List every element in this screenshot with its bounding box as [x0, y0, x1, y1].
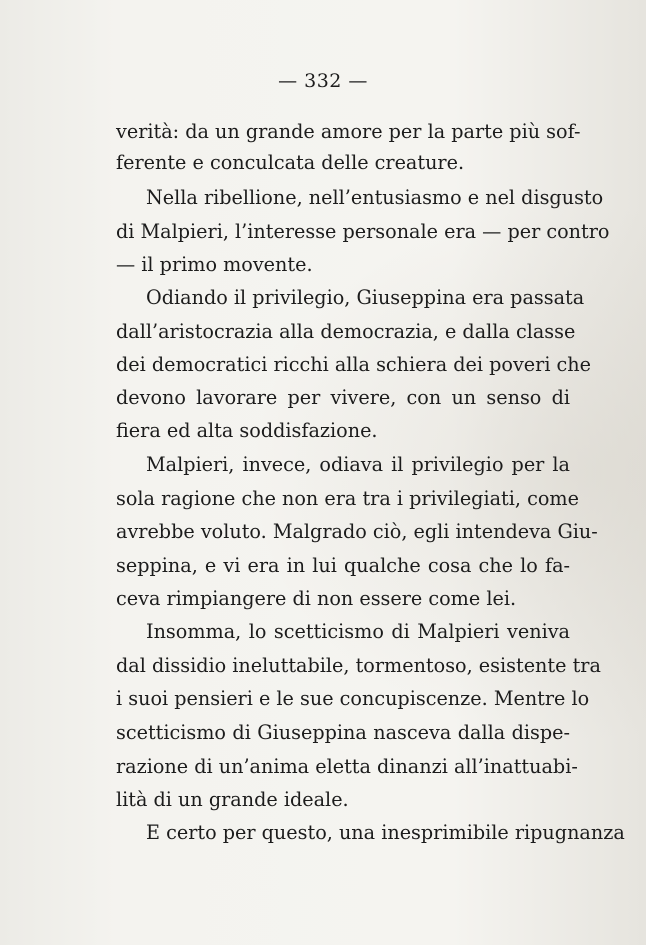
text-line: i suoi pensieri e le sue concupiscenze. Mentre lo: [116, 687, 590, 710]
text-line: avrebbe voluto. Malgrado ciò, egli intendeva Giu-: [116, 520, 598, 543]
text-line: dall’aristocrazia alla democrazia, e dalla classe: [116, 320, 576, 343]
text-line: — il primo movente.: [116, 253, 313, 276]
text-line: sola ragione che non era tra i privilegiati, come: [116, 487, 579, 510]
text-line: lità di un grande ideale.: [116, 788, 349, 811]
text-line: razione di un’anima eletta dinanzi all’inattuabi-: [116, 755, 578, 778]
text-line: seppina, e vi era in lui qualche cosa che lo fa-: [116, 554, 570, 577]
text-line: fiera ed alta soddisfazione.: [116, 419, 378, 442]
text-line: devono lavorare per vivere, con un senso di: [116, 386, 570, 409]
paragraph-start-line: Malpieri, invece, odiava il privilegio per la: [146, 453, 570, 476]
paragraph-start-line: E certo per questo, una inesprimibile ripugnanza: [146, 821, 625, 844]
text-line: di Malpieri, l’interesse personale era — per contro: [116, 220, 610, 243]
text-line: ceva rimpiangere di non essere come lei.: [116, 587, 517, 610]
text-line: ferente e conculcata delle creature.: [116, 151, 465, 174]
page-number: — 332 —: [278, 70, 368, 92]
paragraph-start-line: Odiando il privilegio, Giuseppina era passata: [146, 286, 585, 309]
text-line: verità: da un grande amore per la parte più sof-: [116, 120, 581, 143]
text-line: dal dissidio ineluttabile, tormentoso, esistente tra: [116, 654, 601, 677]
paragraph-start-line: Insomma, lo scetticismo di Malpieri veniva: [146, 620, 570, 643]
text-line: scetticismo di Giuseppina nasceva dalla dispe-: [116, 721, 570, 744]
paragraph-start-line: Nella ribellione, nell’entusiasmo e nel disgusto: [146, 186, 604, 209]
text-line: dei democratici ricchi alla schiera dei poveri che: [116, 353, 592, 376]
